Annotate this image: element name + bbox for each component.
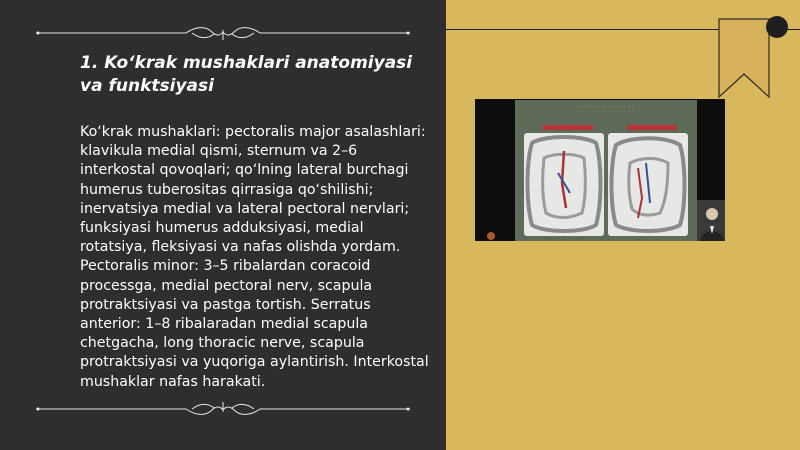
red-label-right [627,125,677,130]
speaker-thumbnail [697,200,725,241]
intestine-diagram-left [524,133,604,236]
dark-circle [766,16,788,38]
slide-title: 1. Ko‘krak mushaklari anatomiyasi va funktsiyasi [80,53,413,96]
ornament-divider-bottom [36,402,410,416]
anatomy-slide-image [515,100,697,241]
ornament-divider-top [36,26,410,40]
video-logo-dot [487,232,495,240]
red-label-left [543,125,593,130]
slide-body-text: Ko‘krak mushaklari: pectoralis major asalashlari: klavikula medial qismi, sternum va 2–6 interkostal qovoqlari; qo‘lning lateral burchagi humerus tuberositas qirrasiga qo‘shilishi; inervatsiya medial va lateral pectoral nervlari; funksiyasi humerus adduksiyasi, medial rotatsiya, fleksiyasi va nafas olishda yordam. Pectoralis minor: 3–5 ribalardan coracoid processga, medial pectoral nerv, scapula protraktsiyasi va pastga tortish. Serratus anterior: 1–8 ribalaradan medial scapula chetgacha, long thoracic nerve, scapula protraktsiyasi va yuqoriga aylantirish. Interkostal mushaklar nafas harakati. [80,124,429,390]
bookmark-ribbon-icon [718,18,770,98]
embedded-slide-heading: · · · · · · · · · · · · · · · [578,104,634,111]
intestine-diagram-right [608,133,688,236]
